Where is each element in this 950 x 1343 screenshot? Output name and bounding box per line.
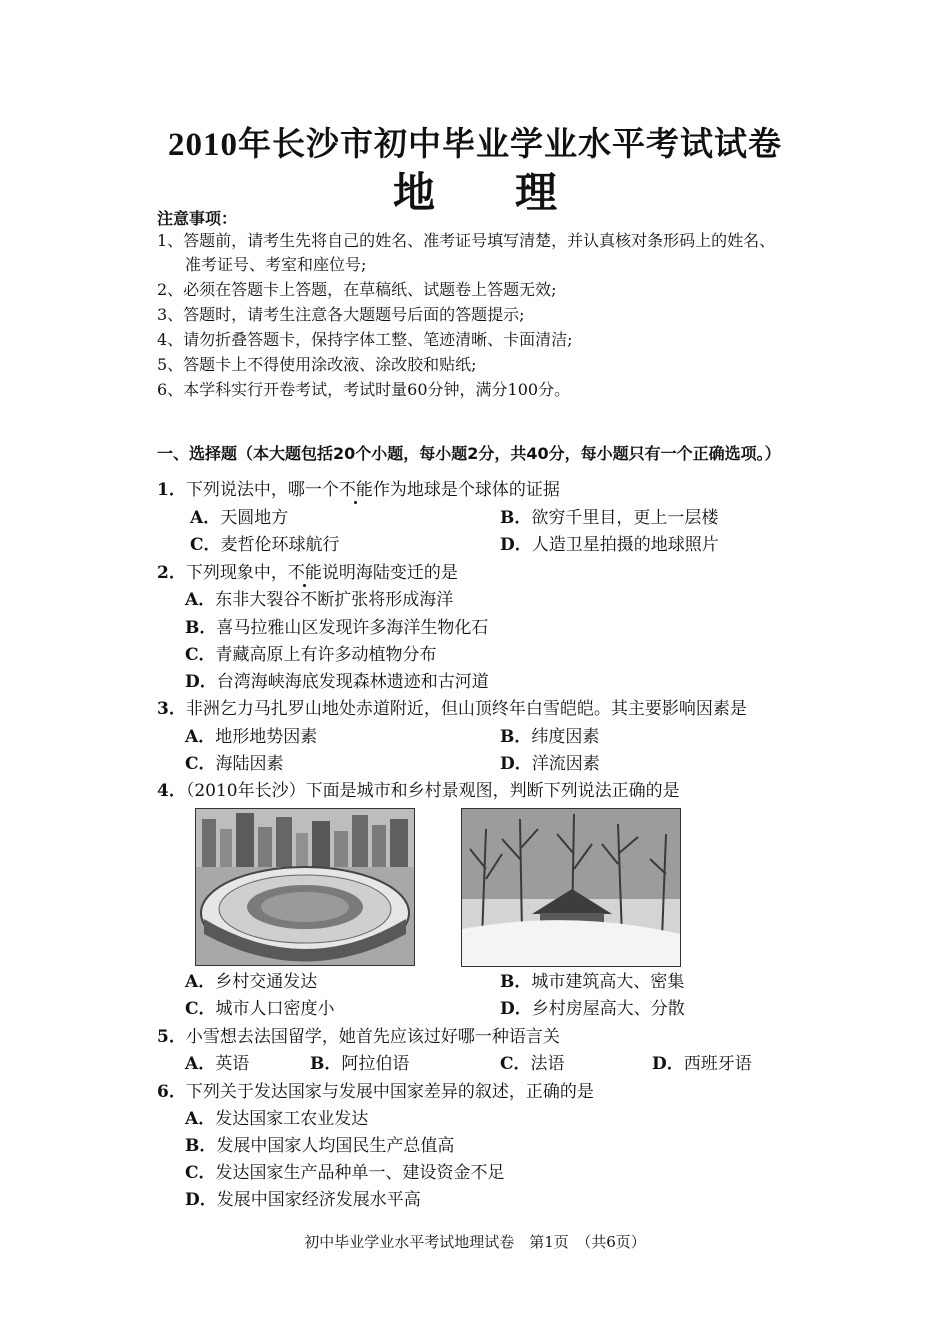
- notice-heading: 注意事项：: [157, 209, 238, 228]
- option: A．发达国家工农业发达: [185, 1109, 369, 1129]
- stadium-image: [196, 809, 414, 965]
- page-footer: 初中毕业学业水平考试地理试卷 第1页 （共6页）: [304, 1233, 646, 1251]
- question-6: 6．下列关于发达国家与发展中国家差异的叙述，正确的是: [157, 1082, 594, 1102]
- option: B．城市建筑高大、密集: [500, 972, 685, 992]
- city-photo: [195, 808, 415, 966]
- option: B．阿拉伯语: [310, 1054, 410, 1074]
- notice-item: 3、答题时，请考生注意各大题题号后面的答题提示;: [157, 305, 525, 324]
- subject-char-2: 理: [515, 168, 558, 217]
- notice-item: 5、答题卡上不得使用涂改液、涂改胶和贴纸;: [157, 355, 477, 374]
- snowy-village-image: [462, 809, 680, 966]
- option: B．欲穷千里目，更上一层楼: [500, 508, 719, 528]
- emphasis-text: 不能: [287, 563, 322, 583]
- notice-item: 准考证号、考室和座位号;: [185, 255, 367, 274]
- option: D．西班牙语: [652, 1054, 752, 1074]
- exam-title: 2010年长沙市初中毕业学业水平考试试卷: [168, 127, 782, 163]
- option: C．海陆因素: [185, 754, 284, 774]
- notice-item: 4、请勿折叠答题卡，保持字体工整、笔迹清晰、卡面清洁;: [157, 330, 573, 349]
- question-1: 1．下列说法中，哪一个不能作为地球是个球体的证据: [157, 480, 560, 500]
- option: D．发展中国家经济发展水平高: [185, 1190, 421, 1210]
- option: A．乡村交通发达: [185, 972, 318, 992]
- option: D．台湾海峡海底发现森林遗迹和古河道: [185, 672, 489, 692]
- option: C．麦哲伦环球航行: [190, 535, 340, 555]
- emphasis-text: 不能: [338, 480, 373, 500]
- question-4: 4．（2010年长沙）下面是城市和乡村景观图，判断下列说法正确的是: [157, 781, 680, 801]
- option: C．发达国家生产品种单一、建设资金不足: [185, 1163, 505, 1183]
- option: A．天圆地方: [190, 508, 289, 528]
- option: B．喜马拉雅山区发现许多海洋生物化石: [185, 618, 489, 638]
- subject-char-1: 地: [392, 168, 435, 217]
- option: D．洋流因素: [500, 754, 600, 774]
- notice-item: 6、本学科实行开卷考试，考试时量60分钟，满分100分。: [157, 380, 571, 399]
- notice-item: 1、答题前，请考生先将自己的姓名、准考证号填写清楚，并认真核对条形码上的姓名、: [157, 231, 776, 250]
- section-heading: 一、选择题（本大题包括20个小题，每小题2分，共40分，每小题只有一个正确选项。）: [157, 444, 781, 463]
- option: B．发展中国家人均国民生产总值高: [185, 1136, 455, 1156]
- option: C．青藏高原上有许多动植物分布: [185, 645, 437, 665]
- question-5: 5．小雪想去法国留学，她首先应该过好哪一种语言关: [157, 1027, 560, 1047]
- option: C．法语: [500, 1054, 565, 1074]
- option: A．地形地势因素: [185, 727, 318, 747]
- option: A．英语: [185, 1054, 250, 1074]
- option: D．乡村房屋高大、分散: [500, 999, 685, 1019]
- question-3: 3．非洲乞力马扎罗山地处赤道附近，但山顶终年白雪皑皑。其主要影响因素是: [157, 699, 747, 719]
- subject-title: [0, 160, 950, 220]
- question-2: 2．下列现象中，不能说明海陆变迁的是: [157, 563, 458, 583]
- option: A．东非大裂谷不断扩张将形成海洋: [185, 590, 454, 610]
- village-photo: [461, 808, 681, 967]
- notice-item: 2、必须在答题卡上答题，在草稿纸、试题卷上答题无效;: [157, 280, 557, 299]
- option: C．城市人口密度小: [185, 999, 335, 1019]
- option: B．纬度因素: [500, 727, 600, 747]
- option: D．人造卫星拍摄的地球照片: [500, 535, 719, 555]
